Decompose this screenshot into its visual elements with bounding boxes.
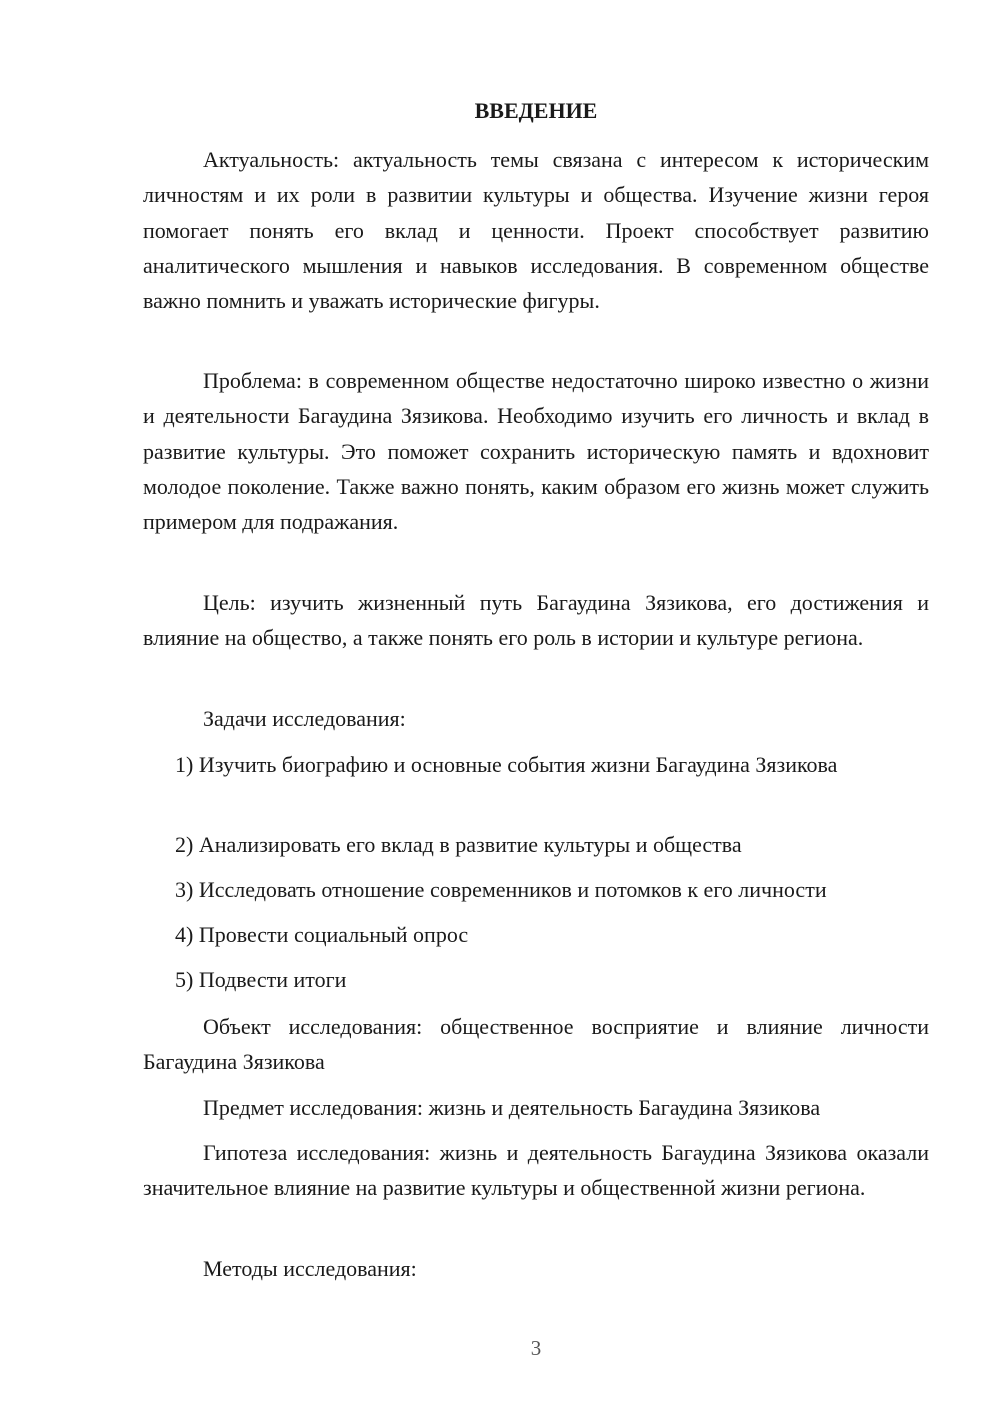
paragraph-object: Объект исследования: общественное восприятие и влияние личности Багаудина Зязикова	[143, 1014, 929, 1075]
paragraph-goal: Цель: изучить жизненный путь Багаудина Зязикова, его достижения и влияние на общество, а также понять его роль в истории и культуре региона.	[143, 590, 929, 651]
paragraph-methods: Методы исследования:	[203, 1256, 417, 1281]
page-number: 3	[530, 1336, 542, 1360]
paragraph-relevance: Актуальность: актуальность темы связана с интересом к историческим личностям и их роли в развитии культуры и общества. Изучение жизни героя помогает понять его вклад и ценности. Проект способствует развитию аналитического мышления и навыков исследования. В современном обществе важно помнить и уважать исторические фигуры.	[143, 147, 929, 314]
paragraph-subject: Предмет исследования: жизнь и деятельность Багаудина Зязикова	[203, 1095, 821, 1120]
tasks-title: Задачи исследования:	[203, 706, 406, 731]
paragraph-hypothesis: Гипотеза исследования: жизнь и деятельность Багаудина Зязикова оказали значительное влияние на развитие культуры и общественной жизни региона.	[143, 1140, 929, 1201]
task-item-1: 1) Изучить биографию и основные события жизни Багаудина Зязикова	[175, 752, 838, 777]
task-item-3: 3) Исследовать отношение современников и потомков к его личности	[175, 877, 827, 902]
task-item-4: 4) Провести социальный опрос	[175, 922, 469, 947]
task-item-2: 2) Анализировать его вклад в развитие культуры и общества	[175, 832, 742, 857]
paragraph-problem: Проблема: в современном обществе недостаточно широко известно о жизни и деятельности Багаудина Зязикова. Необходимо изучить его личность и вклад в развитие культуры. Это поможет сохранить историческую память и вдохновит молодое поколение. Также важно понять, каким образом его жизнь может служить примером для подражания.	[143, 368, 929, 535]
section-heading: ВВЕДЕНИЕ	[474, 98, 598, 123]
task-item-5: 5) Подвести итоги	[175, 967, 347, 992]
